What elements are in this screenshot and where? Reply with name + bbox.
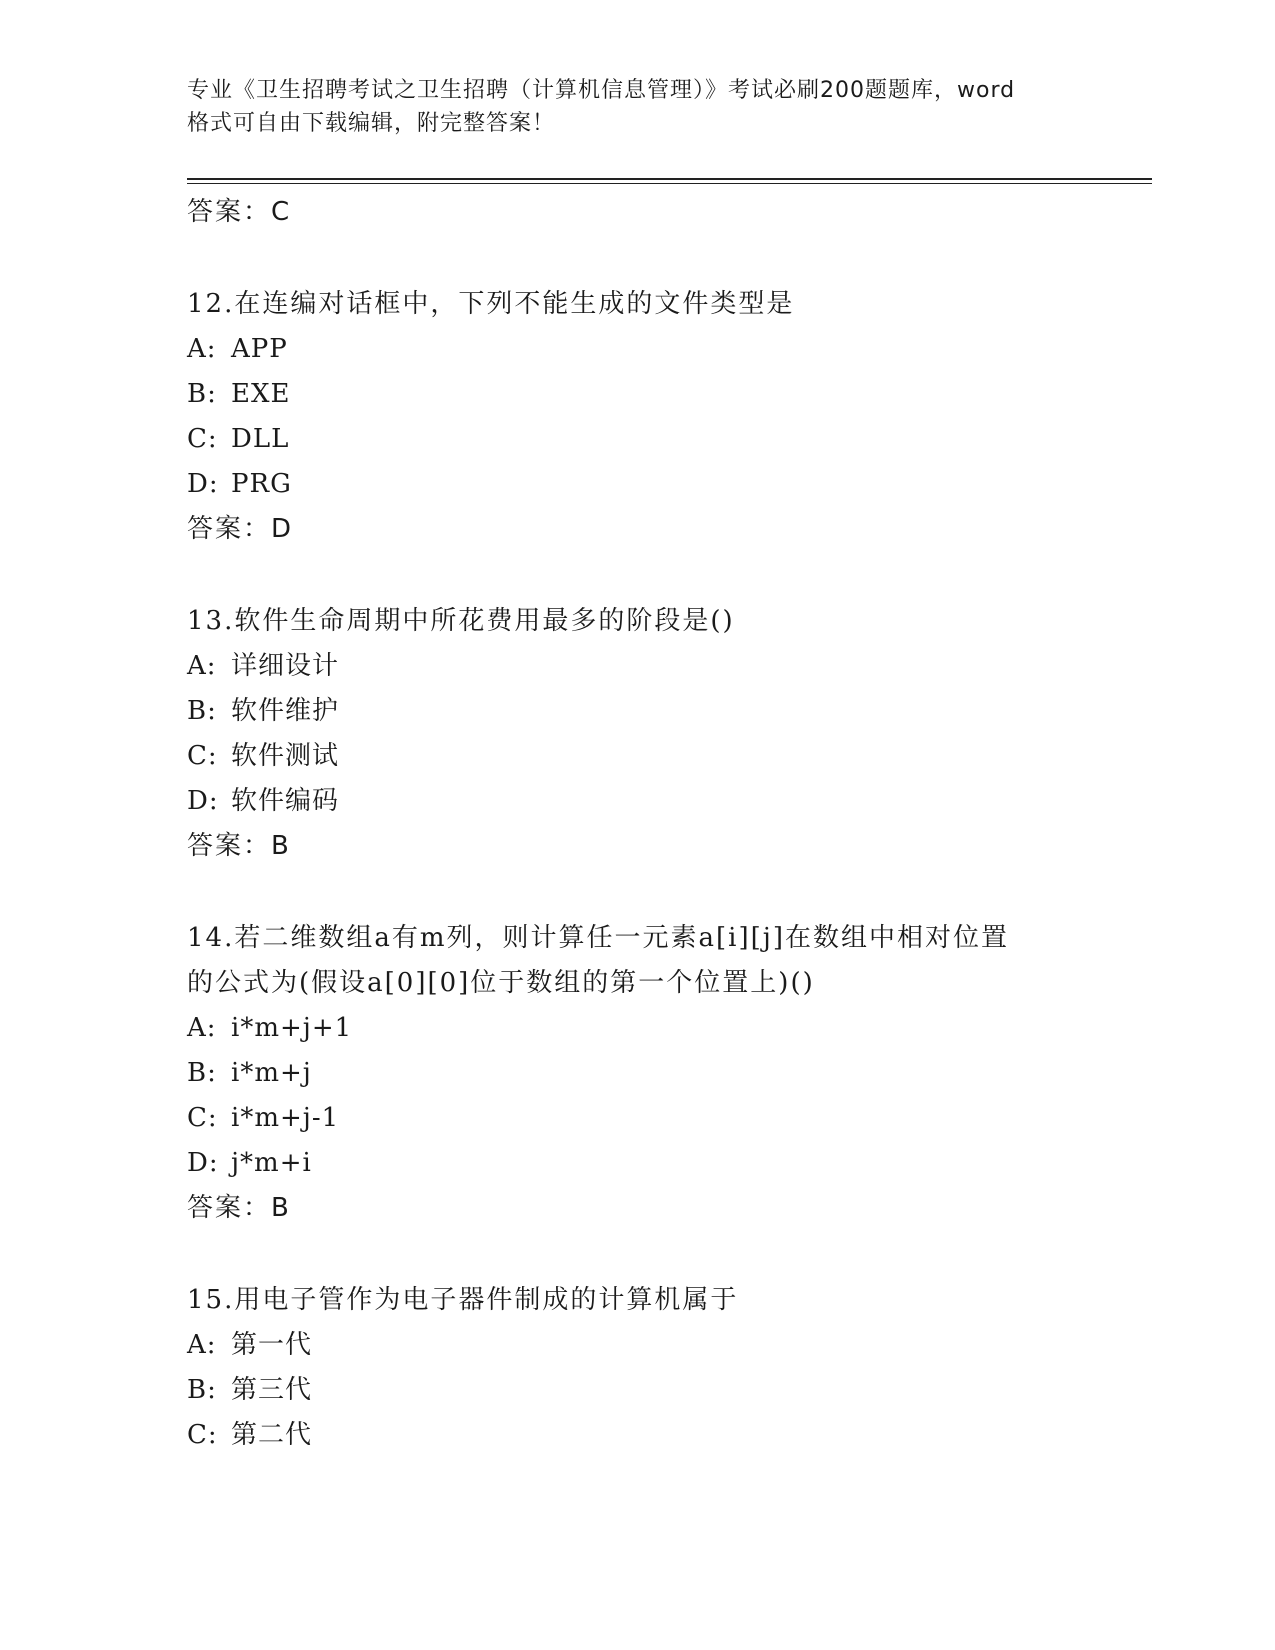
header-divider-thin [187, 183, 1152, 184]
option-letter: B: [187, 696, 217, 726]
option-a [187, 1323, 1152, 1368]
option-text: i*m+j+1 [231, 1013, 353, 1043]
option-a [187, 644, 1152, 689]
option-text: 软件测试 [231, 741, 340, 771]
option-letter: A: [187, 334, 217, 364]
question-text-line-1: 14.若二维数组a有m列，则计算任一元素a[i][j]在数组中相对位置 [187, 923, 1009, 953]
option-d [187, 1141, 1152, 1186]
option-text: j*m+i [231, 1148, 312, 1178]
question-text: 13.软件生命周期中所花费用最多的阶段是() [187, 606, 735, 636]
option-letter: B: [187, 379, 217, 409]
option-text: 第二代 [231, 1420, 313, 1450]
option-text: DLL [231, 424, 290, 454]
option-text: 第三代 [231, 1375, 313, 1405]
question-text: 12.在连编对话框中，下列不能生成的文件类型是 [187, 289, 795, 319]
option-letter: D: [187, 786, 219, 816]
question-14 [187, 916, 1152, 1231]
option-b [187, 372, 1152, 417]
option-b [187, 689, 1152, 734]
option-text: 第一代 [231, 1330, 313, 1360]
option-d [187, 462, 1152, 507]
option-letter: C: [187, 1420, 218, 1450]
option-letter: A: [187, 651, 217, 681]
option-d [187, 779, 1152, 824]
header-title-line-2: 格式可自由下载编辑，附完整答案！ [187, 111, 556, 136]
question-12 [187, 282, 1152, 552]
header-title-line-1: 专业《卫生招聘考试之卫生招聘（计算机信息管理）》考试必刷200题题库，word [187, 78, 1016, 103]
option-letter: C: [187, 424, 218, 454]
question-13 [187, 599, 1152, 869]
option-text: 软件维护 [231, 696, 340, 726]
option-letter: C: [187, 741, 218, 771]
option-text: PRG [231, 469, 292, 499]
option-a [187, 1006, 1152, 1051]
previous-answer: 答案：C [187, 197, 292, 227]
option-text: 详细设计 [231, 651, 340, 681]
option-letter: A: [187, 1330, 217, 1360]
answer: 答案：B [187, 831, 291, 861]
option-b [187, 1051, 1152, 1096]
option-text: i*m+j-1 [231, 1103, 340, 1133]
question-text: 15.用电子管作为电子器件制成的计算机属于 [187, 1285, 739, 1315]
option-c [187, 417, 1152, 462]
question-list [187, 190, 1152, 1458]
option-letter: B: [187, 1058, 217, 1088]
question-15 [187, 1278, 1152, 1458]
option-letter: C: [187, 1103, 218, 1133]
option-letter: D: [187, 1148, 219, 1178]
answer: 答案：B [187, 1193, 291, 1223]
document-header [187, 74, 1087, 140]
option-a [187, 327, 1152, 372]
option-c [187, 734, 1152, 779]
header-divider-thick [187, 178, 1152, 180]
option-text: APP [231, 334, 288, 364]
question-text-line-2: 的公式为(假设a[0][0]位于数组的第一个位置上)() [187, 968, 815, 998]
answer: 答案：D [187, 514, 294, 544]
option-letter: D: [187, 469, 219, 499]
option-c [187, 1096, 1152, 1141]
option-b [187, 1368, 1152, 1413]
option-letter: B: [187, 1375, 217, 1405]
option-c [187, 1413, 1152, 1458]
option-text: 软件编码 [231, 786, 340, 816]
option-text: i*m+j [231, 1058, 312, 1088]
option-letter: A: [187, 1013, 217, 1043]
option-text: EXE [231, 379, 291, 409]
